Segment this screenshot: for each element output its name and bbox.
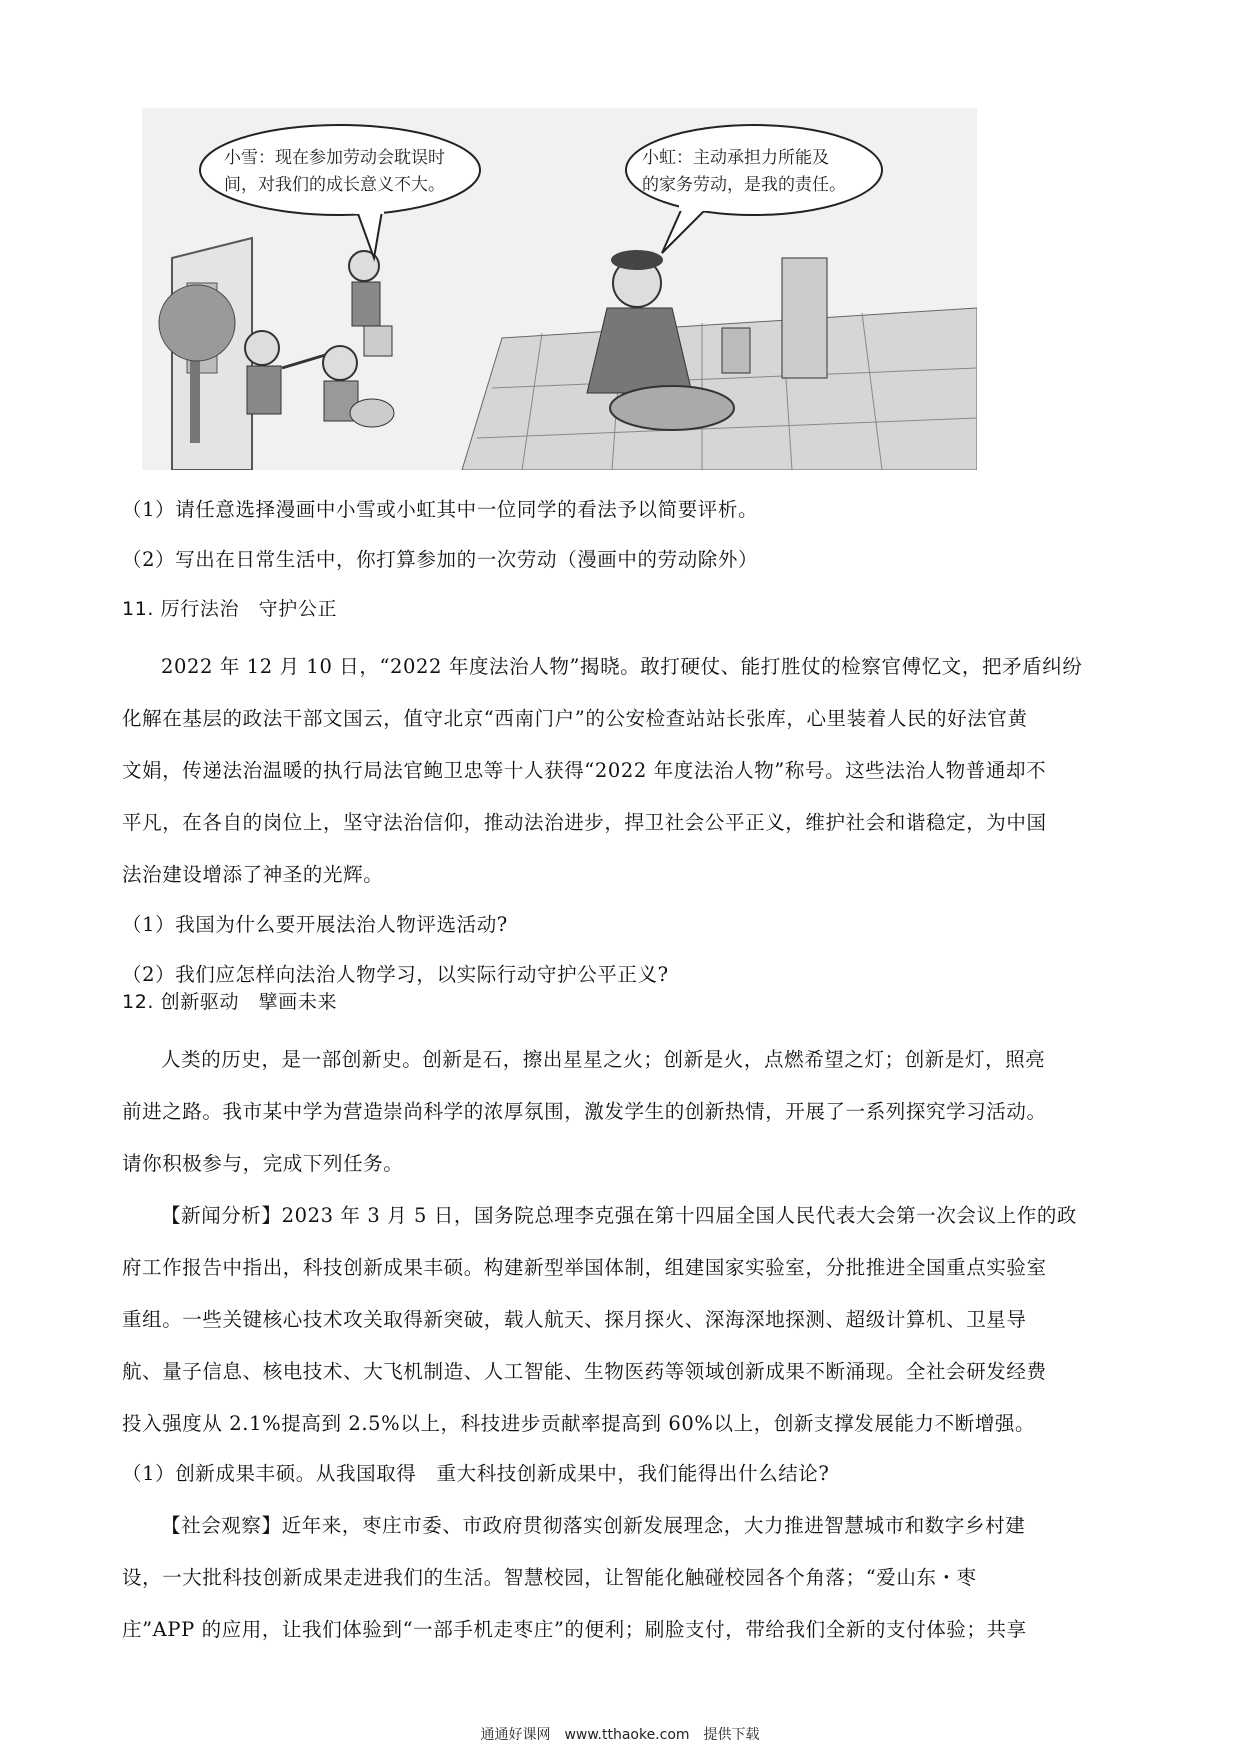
q12-p2: 前进之路。我市某中学为营造崇尚科学的浓厚氛围，激发学生的创新热情，开展了一系列探究学习活动。 — [122, 1100, 1047, 1123]
q10-sub1: （1）请任意选择漫画中小雪或小虹其中一位同学的看法予以简要评析。 — [122, 498, 759, 521]
bubble-left-line2: 间，对我们的成长意义不大。 — [224, 175, 445, 195]
q12-sub1: （1）创新成果丰硕。从我国取得 重大科技创新成果中，我们能得出什么结论? — [122, 1462, 830, 1485]
q12-news4: 航、量子信息、核电技术、大飞机制造、人工智能、生物医药等领域创新成果不断涌现。全社会研发经费 — [122, 1360, 1047, 1383]
q12-obs3: 庄”APP 的应用，让我们体验到“一部手机走枣庄”的便利；刷脸支付，带给我们全新的支付体验；共享 — [122, 1618, 1027, 1641]
q11-block — [122, 590, 1122, 994]
q12-block — [122, 983, 1122, 1649]
bubble-right-line2: 的家务劳动，是我的责任。 — [642, 175, 846, 195]
cartoon-svg — [142, 108, 977, 470]
q11-p2: 化解在基层的政法干部文国云，值守北京“西南门户”的公安检查站站长张库，心里装着人民的好法官黄 — [122, 707, 1028, 730]
page-footer: 通通好课网 www.tthaoke.com 提供下载 — [480, 1727, 760, 1743]
q11-p3: 文娟，传递法治温暖的执行局法官鲍卫忠等十人获得“2022 年度法治人物”称号。这些法治人物普通却不 — [122, 759, 1047, 782]
q12-obs2: 设，一大批科技创新成果走进我们的生活。智慧校园，让智能化触碰校园各个角落；“爱山东・枣 — [122, 1566, 977, 1589]
q10-block — [122, 490, 1122, 579]
q12-news3: 重组。一些关键核心技术攻关取得新突破，载人航天、探月探火、深海深地探测、超级计算机、卫星导 — [122, 1308, 1027, 1331]
q12-news1: 【新闻分析】2023 年 3 月 5 日，国务院总理李克强在第十四届全国人民代表大会第一次会议上作的政 — [161, 1204, 1078, 1227]
q12-social-observation — [122, 1506, 1122, 1649]
q12-news2: 府工作报告中指出，科技创新成果丰硕。构建新型举国体制，组建国家实验室，分批推进全国重点实验室 — [122, 1256, 1047, 1279]
bubble-right-line1: 小虹：主动承担力所能及 — [642, 148, 829, 168]
q12-news-analysis — [122, 1196, 1122, 1443]
q12-news5: 投入强度从 2.1%提高到 2.5%以上，科技进步贡献率提高到 60%以上，创新支撑发展能力不断增强。 — [122, 1412, 1036, 1435]
q12-heading: 12. 创新驱动 擘画未来 — [122, 991, 338, 1013]
q11-passage — [122, 647, 1122, 894]
q11-sub1: （1）我国为什么要开展法治人物评选活动? — [122, 913, 508, 936]
q11-heading: 11. 厉行法治 守护公正 — [122, 598, 338, 620]
q12-obs1: 【社会观察】近年来，枣庄市委、市政府贯彻落实创新发展理念，大力推进智慧城市和数字乡村建 — [161, 1514, 1026, 1537]
q12-p3: 请你积极参与，完成下列任务。 — [122, 1152, 404, 1175]
q11-p1: 2022 年 12 月 10 日，“2022 年度法治人物”揭晓。敢打硬仗、能打胜仗的检察官傅忆文，把矛盾纠纷 — [161, 655, 1083, 678]
q10-sub2: （2）写出在日常生活中，你打算参加的一次劳动（漫画中的劳动除外） — [122, 548, 759, 571]
q11-p5: 法治建设增添了神圣的光辉。 — [122, 863, 384, 886]
q11-sub2: （2）我们应怎样向法治人物学习，以实际行动守护公平正义? — [122, 963, 669, 986]
q12-p1: 人类的历史，是一部创新史。创新是石，擦出星星之火；创新是火，点燃希望之灯；创新是灯，照亮 — [161, 1048, 1046, 1071]
cartoon-illustration — [142, 108, 977, 470]
q11-p4: 平凡，在各自的岗位上，坚守法治信仰，推动法治进步，捍卫社会公平正义，维护社会和谐稳定，为中国 — [122, 811, 1047, 834]
bubble-left-line1: 小雪：现在参加劳动会耽误时 — [224, 148, 445, 168]
q12-intro — [122, 1040, 1122, 1183]
